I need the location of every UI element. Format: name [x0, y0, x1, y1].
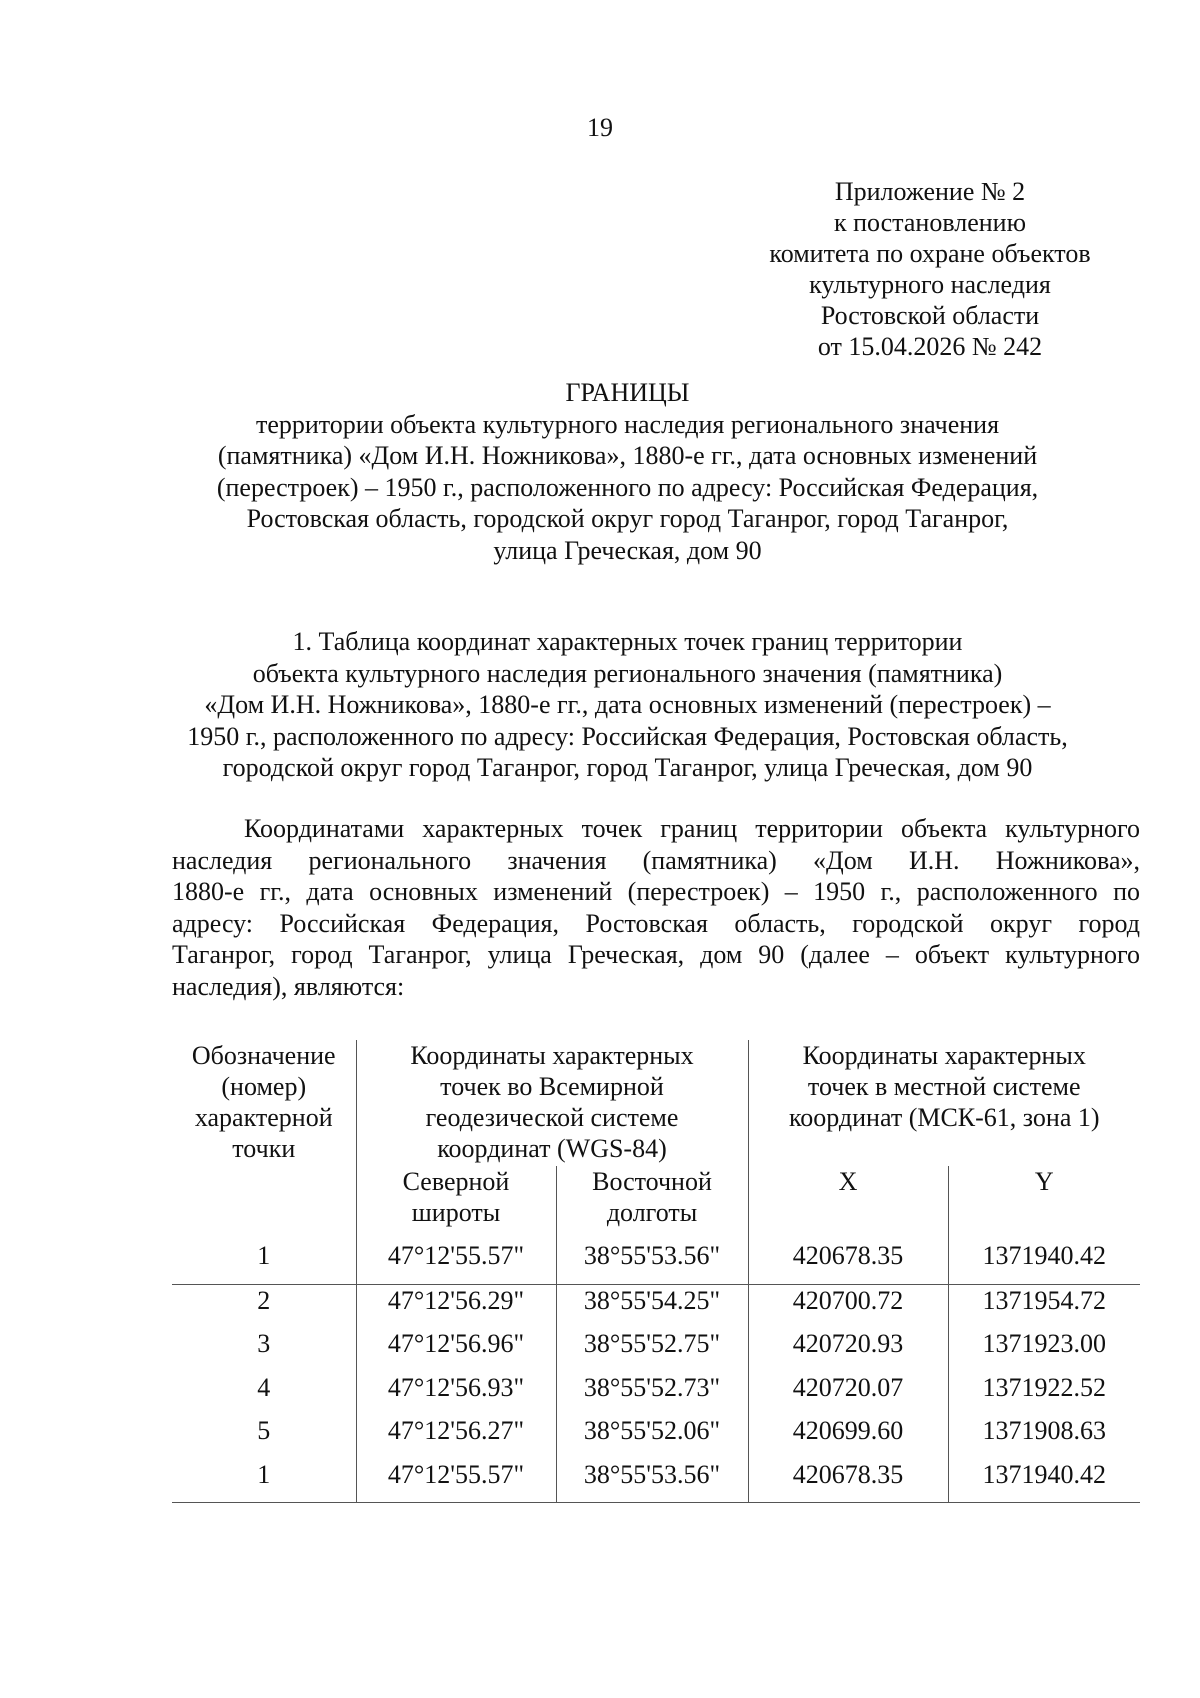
cell-y: 1371940.42 — [948, 1459, 1140, 1503]
cell-lat: 47°12'56.96" — [356, 1328, 556, 1372]
header-text: геодезической системе — [425, 1103, 679, 1132]
subheader-lon-cell — [556, 1166, 748, 1240]
section-heading — [160, 626, 1095, 784]
subheader-y-cell — [948, 1166, 1140, 1240]
header-text: Координаты характерных — [802, 1041, 1086, 1070]
document-title — [160, 378, 1095, 566]
header-text: Y — [1034, 1167, 1054, 1196]
cell-point: 1 — [172, 1459, 356, 1503]
header-text: координат (МСК-61, зона 1) — [788, 1103, 1100, 1132]
header-text: Восточной — [592, 1167, 712, 1196]
section-line: 1950 г., расположенного по адресу: Российская Федерация, Ростовская область, — [187, 721, 1068, 751]
appendix-line: комитета по охране объектов — [769, 239, 1091, 268]
header-text: (номер) — [221, 1072, 307, 1101]
header-text: точек в местной системе — [807, 1072, 1081, 1101]
header-text: широты — [411, 1198, 501, 1227]
cell-x: 420699.60 — [748, 1415, 948, 1459]
cell-point: 3 — [172, 1328, 356, 1372]
section-line: 1. Таблица координат характерных точек границ территории — [292, 627, 963, 656]
title-line: Ростовская область, городской округ город Таганрог, город Таганрог, — [246, 504, 1009, 533]
section-line: городской округ город Таганрог, город Таганрог, улица Греческая, дом 90 — [222, 753, 1033, 782]
cell-lat: 47°12'55.57" — [356, 1240, 556, 1284]
coordinates-table — [172, 1040, 1140, 1503]
cell-point: 1 — [172, 1240, 356, 1284]
cell-lon: 38°55'52.75" — [556, 1328, 748, 1372]
table-row — [172, 1284, 1140, 1328]
section-line: «Дом И.Н. Ножникова», 1880-е гг., дата основных изменений (перестроек) – — [204, 690, 1051, 719]
table-row — [172, 1415, 1140, 1459]
header-text: точки — [232, 1134, 296, 1163]
cell-y: 1371954.72 — [982, 1285, 1106, 1315]
table-header-row — [172, 1040, 1140, 1166]
cell-point: 2 — [172, 1284, 356, 1328]
cell-lon: 38°55'52.73" — [556, 1372, 748, 1416]
paragraph-line: Таганрог, город Таганрог, улица Греческая, дом 90 (далее – объект культурного — [172, 940, 1140, 969]
cell-lat: 47°12'56.93" — [356, 1372, 556, 1416]
cell-lon: 38°55'53.56" — [556, 1459, 748, 1503]
header-text: Координаты характерных — [410, 1041, 694, 1070]
cell-x: 420678.35 — [748, 1459, 948, 1503]
cell-point: 4 — [172, 1372, 356, 1416]
paragraph-line: наследия), являются: — [172, 971, 405, 1001]
table-row — [172, 1459, 1140, 1503]
appendix-line: культурного наследия — [809, 270, 1051, 299]
cell-lat: 47°12'56.27" — [356, 1415, 556, 1459]
appendix-line: к постановлению — [833, 208, 1027, 237]
page-number: 19 — [587, 113, 613, 142]
cell-x: 420678.35 — [748, 1240, 948, 1284]
paragraph-line: 1880-е гг., дата основных изменений (перестроек) – 1950 г., расположенного по — [172, 877, 1140, 906]
title-line: (памятника) «Дом И.Н. Ножникова», 1880-е гг., дата основных изменений — [217, 441, 1038, 470]
cell-y: 1371923.00 — [982, 1329, 1106, 1358]
table-row — [172, 1372, 1140, 1416]
header-text: точек во Всемирной — [440, 1072, 664, 1101]
subheader-lat-cell — [356, 1166, 556, 1240]
cell-lon: 38°55'53.56" — [556, 1240, 748, 1284]
header-text: Обозначение — [191, 1041, 336, 1070]
paragraph-line: Координатами характерных точек границ территории объекта культурного — [244, 814, 1140, 843]
cell-lon: 38°55'54.25" — [556, 1284, 748, 1328]
body-paragraph — [172, 813, 1140, 1002]
title-line: (перестроек) – 1950 г., расположенного по адресу: Российская Федерация, — [216, 472, 1039, 502]
paragraph-line: наследия регионального значения (памятника) «Дом И.Н. Ножникова», — [172, 845, 1140, 875]
header-text: Северной — [402, 1167, 510, 1196]
header-point-cell — [172, 1040, 356, 1240]
cell-x: 420700.72 — [748, 1284, 948, 1328]
section-line: объекта культурного наследия регионального значения (памятника) — [252, 658, 1003, 688]
title-heading: ГРАНИЦЫ — [565, 378, 690, 407]
title-line: улица Греческая, дом 90 — [493, 535, 762, 565]
appendix-line: Приложение № 2 — [834, 177, 1026, 206]
cell-y: 1371940.42 — [948, 1240, 1140, 1284]
header-text: X — [838, 1167, 858, 1196]
title-line: территории объекта культурного наследия регионального значения — [255, 409, 1000, 439]
cell-lon: 38°55'52.06" — [556, 1415, 748, 1459]
cell-point: 5 — [172, 1415, 356, 1459]
cell-y: 1371908.63 — [982, 1416, 1106, 1445]
paragraph-line: адресу: Российская Федерация, Ростовская область, городской округ город — [172, 908, 1140, 938]
cell-x: 420720.07 — [748, 1372, 948, 1416]
cell-y: 1371922.52 — [982, 1372, 1106, 1402]
cell-x: 420720.93 — [748, 1328, 948, 1372]
header-text: характерной — [194, 1103, 333, 1132]
appendix-line: от 15.04.2026 № 242 — [817, 332, 1043, 361]
header-msk-cell — [748, 1040, 1140, 1166]
table-row — [172, 1240, 1140, 1284]
cell-lat: 47°12'55.57" — [356, 1459, 556, 1503]
cell-lat: 47°12'56.29" — [356, 1284, 556, 1328]
table-row — [172, 1328, 1140, 1372]
subheader-x-cell — [748, 1166, 948, 1240]
appendix-line: Ростовской области — [820, 301, 1040, 330]
appendix-block — [720, 176, 1140, 362]
header-text: координат (WGS-84) — [437, 1134, 667, 1163]
header-text: долготы — [606, 1198, 698, 1227]
header-wgs-cell — [356, 1040, 748, 1166]
